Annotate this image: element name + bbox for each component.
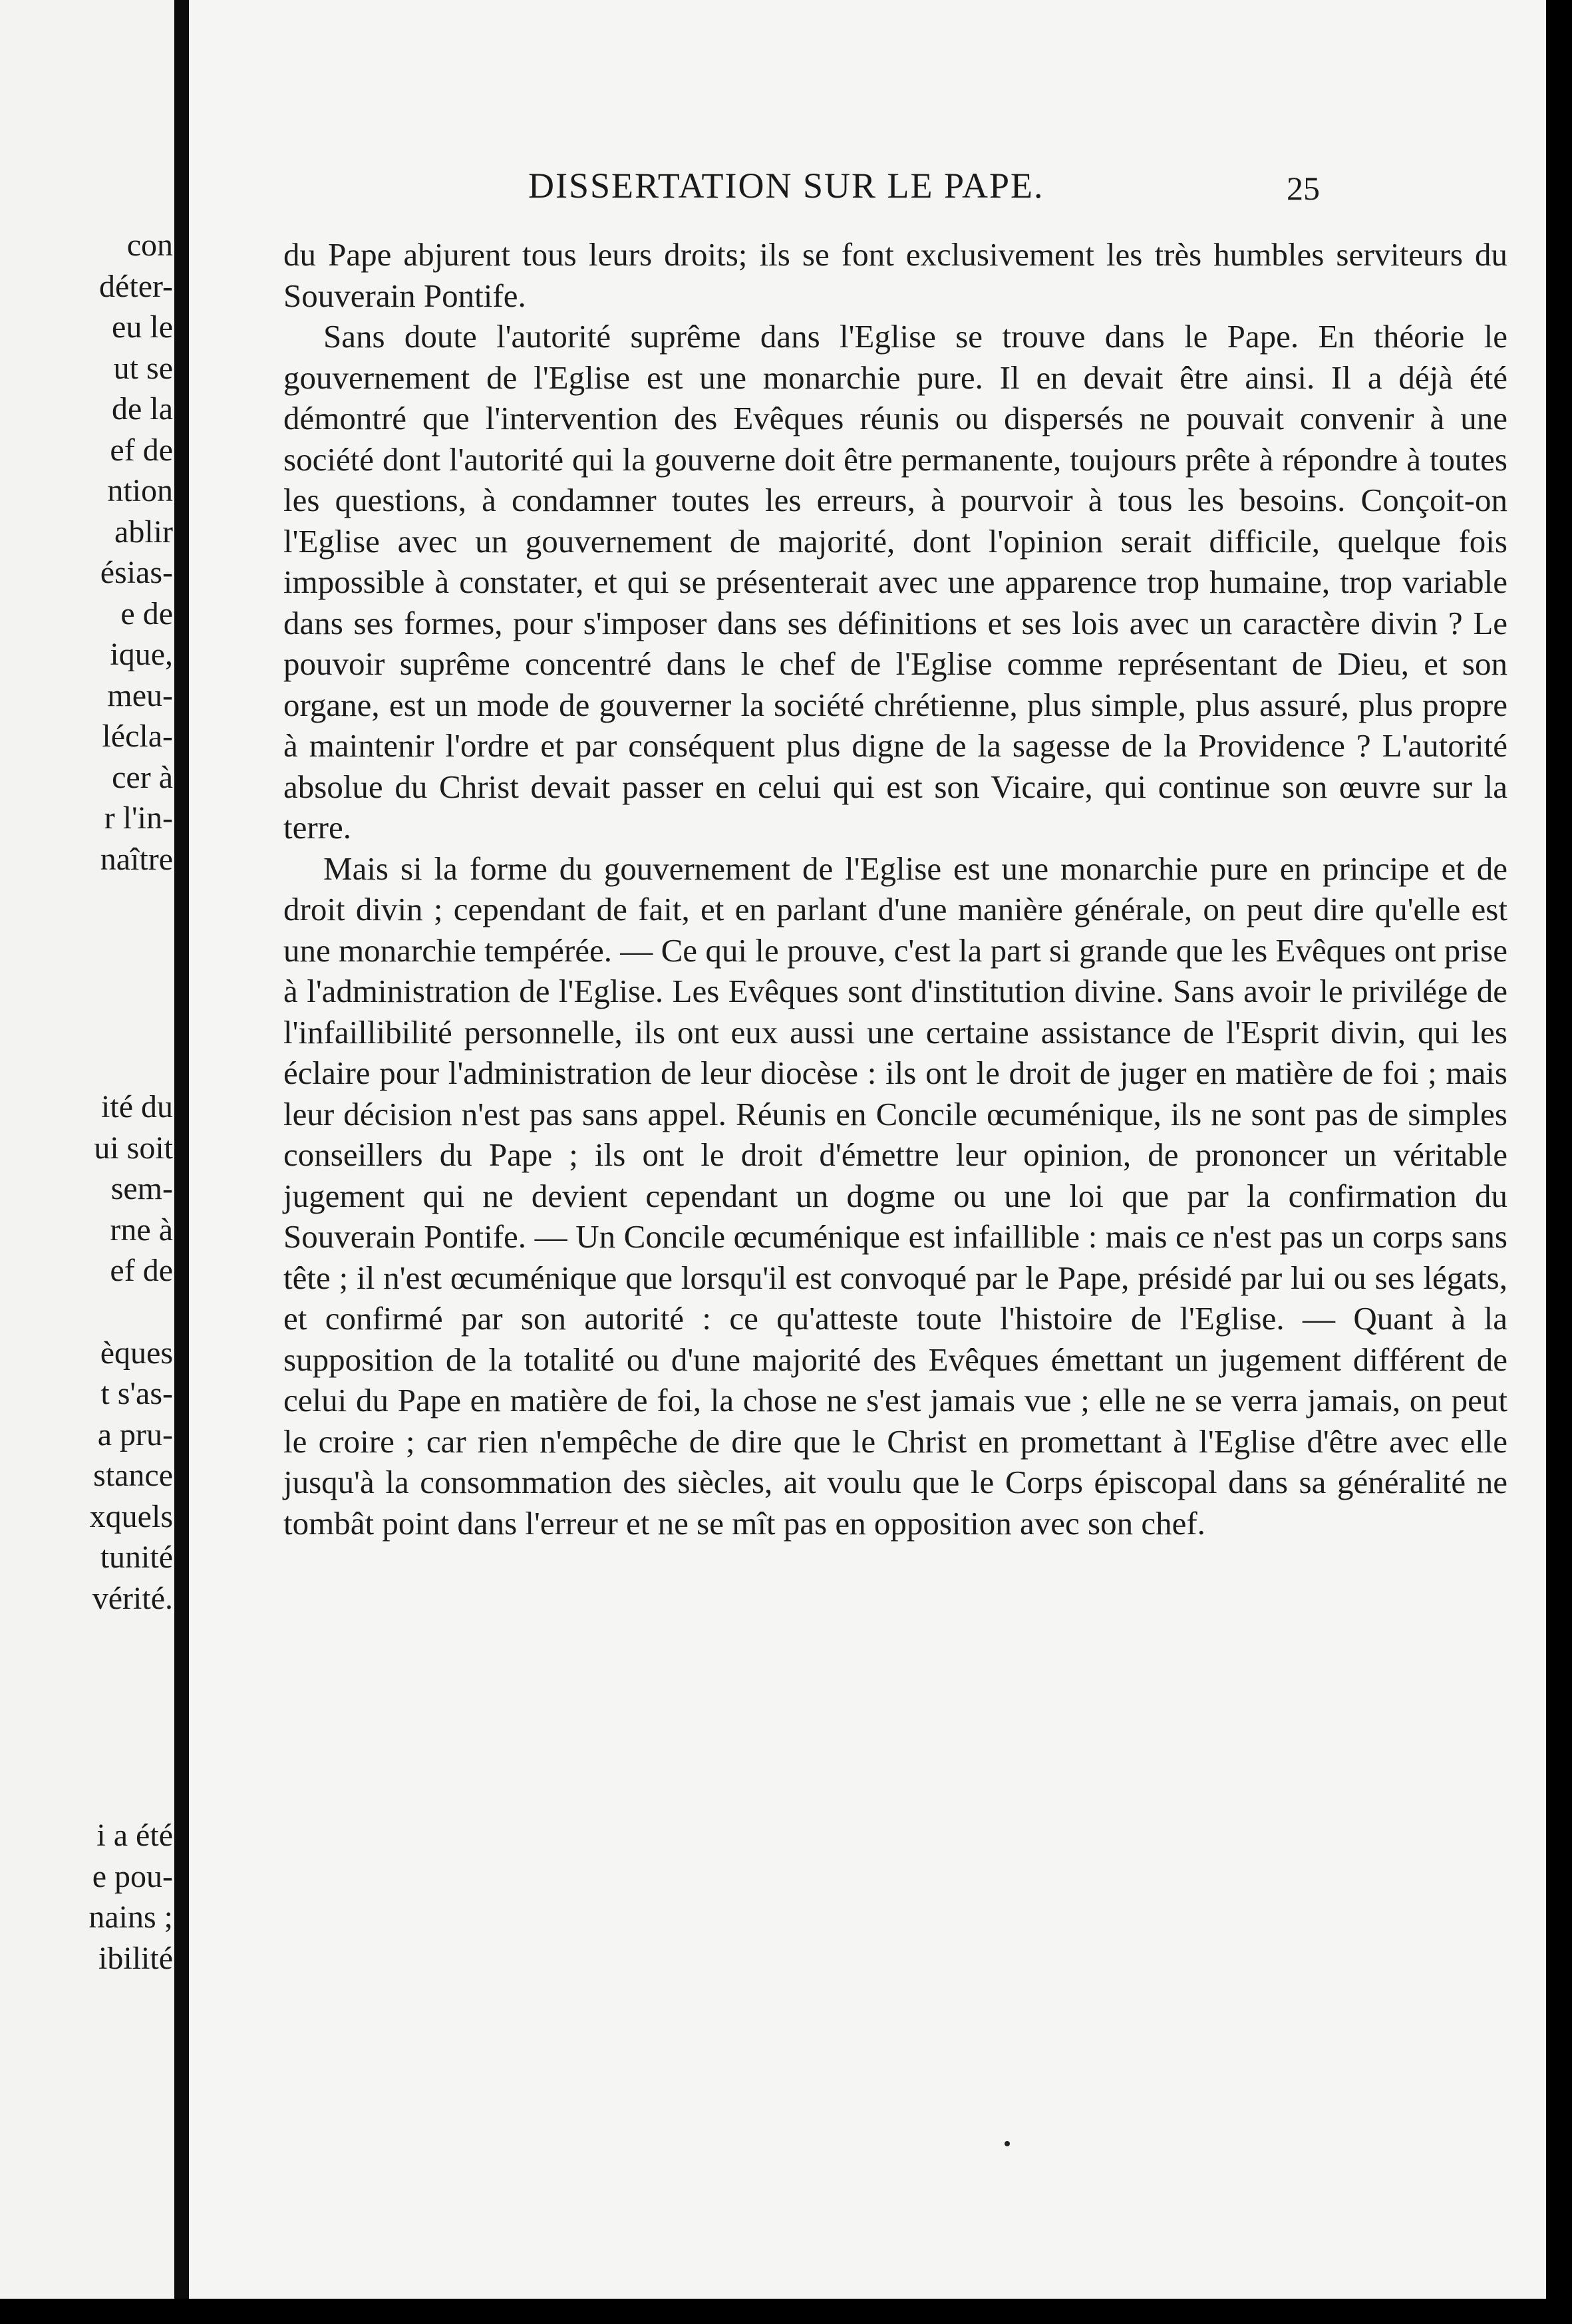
left-page-fragment: ésias-	[100, 555, 173, 590]
left-page-fragment: ui soit	[94, 1130, 173, 1166]
page-number: 25	[1287, 170, 1320, 207]
right-page	[189, 0, 1546, 2299]
body-text	[283, 234, 1507, 1544]
left-page-fragment: nains ;	[88, 1900, 173, 1935]
left-page-fragment: rne à	[110, 1212, 173, 1247]
left-page-fragment: r l'in-	[104, 800, 173, 836]
left-page-fragment: e pou-	[92, 1859, 173, 1894]
left-page-fragment: ibilité	[98, 1941, 173, 1976]
ink-speck	[1005, 2141, 1010, 2146]
left-page-fragment: con	[126, 228, 173, 263]
left-page-fragment: déter-	[99, 269, 173, 304]
running-head: DISSERTATION SUR LE PAPE.	[528, 166, 1044, 206]
left-page-fragment: vérité.	[92, 1581, 173, 1616]
paragraph: Mais si la forme du gouvernement de l'Eglise est une monarchie pure en principe et de droit divin ; cependant de fait, et en parlant d'une manière générale, on peut dire qu'elle est une monarchie tempérée. — Ce qui le prouve, c'est la part si grande que les Evêques ont prise à l'administration de l'Eglise. Les Evêques sont d'institution divine. Sans avoir le privilége de l'infaillibilité personnelle, ils ont eux aussi une certaine assistance de l'Esprit divin, qui les éclaire pour l'administration de leur diocèse : ils ont le droit de juger en matière de foi ; mais leur décision n'est pas sans appel. Réunis en Concile œcuménique, ils ne sont pas de simples conseillers du Pape ; ils ont le droit d'émettre leur opinion, de prononcer un véritable jugement qui ne devient cependant un dogme ou une loi que par la confirmation du Souverain Pontife. — Un Concile œcuménique est infaillible : mais ce n'est pas un corps sans tête ; il n'est œcuménique que lorsqu'il est convoqué par le Pape, présidé par lui ou ses légats, et confirmé par son autorité : ce qu'atteste toute l'histoire de l'Eglise. — Quant à la supposition de la totalité ou d'une majorité des Evêques émettant un jugement différent de celui du Pape en matière de foi, la chose ne s'est jamais vue ; elle ne se verra jamais, on peut le croire ; car rien n'empêche de dire que le Christ en promettant à l'Eglise d'être avec elle jusqu'à la consommation des siècles, ait voulu que le Corps épiscopal dans sa généralité ne tombât point dans l'erreur et ne se mît pas en opposition avec son chef.	[283, 850, 1507, 1542]
book-gutter	[174, 0, 189, 2299]
left-page-fragment: ablir	[114, 514, 173, 550]
left-page-fragment: ique,	[110, 637, 173, 672]
left-page-fragment: xquels	[89, 1499, 173, 1534]
left-page-fragment: tunité	[100, 1540, 173, 1575]
left-facing-page	[0, 0, 174, 2299]
left-page-fragment: ef de	[110, 432, 173, 468]
left-page-fragment: de la	[112, 391, 173, 426]
left-page-fragment: ut se	[113, 351, 173, 386]
left-page-fragment: meu-	[107, 678, 173, 713]
left-page-fragment: e de	[120, 596, 173, 631]
left-page-fragment: stance	[93, 1458, 173, 1493]
left-page-fragment: ntion	[107, 473, 173, 508]
left-page-fragment: èques	[100, 1335, 173, 1371]
left-page-fragment: cer à	[112, 760, 173, 795]
left-page-fragment: a pru-	[97, 1417, 173, 1452]
paragraph: du Pape abjurent tous leurs droits; ils se font exclusivement les très humbles serviteurs du Souverain Pontife.	[283, 236, 1507, 314]
left-page-fragment: eu le	[112, 309, 173, 345]
left-page-fragment: sem-	[110, 1171, 173, 1206]
left-page-fragment: naître	[100, 842, 173, 877]
left-page-fragment: lécla-	[102, 719, 173, 754]
left-page-fragment: t s'as-	[100, 1376, 173, 1411]
left-page-fragment: ef de	[110, 1253, 173, 1288]
left-page-fragment: i a été	[96, 1818, 173, 1853]
page-header	[189, 160, 1546, 208]
left-page-fragment: ité du	[101, 1089, 173, 1124]
paragraph: Sans doute l'autorité suprême dans l'Eglise se trouve dans le Pape. En théorie le gouvernement de l'Eglise est une monarchie pure. Il en devait être ainsi. Il a déjà été démontré que l'intervention des Evêques réunis ou dispersés ne pouvait convenir à une société dont l'autorité qui la gouverne doit être permanente, toujours prête à répondre à toutes les questions, à condamner toutes les erreurs, à pourvoir à tous les besoins. Conçoit-on l'Eglise avec un gouvernement de majorité, dont l'opinion serait difficile, quelque fois impossible à constater, et qui se présenterait avec une apparence trop humaine, trop variable dans ses formes, pour s'imposer dans ses définitions et ses lois avec un caractère divin ? Le pouvoir suprême concentré dans le chef de l'Eglise comme représentant de Dieu, et son organe, est un mode de gouverner la société chrétienne, plus simple, plus assuré, plus propre à maintenir l'ordre et par conséquent plus digne de la sagesse de la Providence ? L'autorité absolue du Christ devait passer en celui qui est son Vicaire, qui continue son œuvre sur la terre.	[283, 318, 1507, 846]
